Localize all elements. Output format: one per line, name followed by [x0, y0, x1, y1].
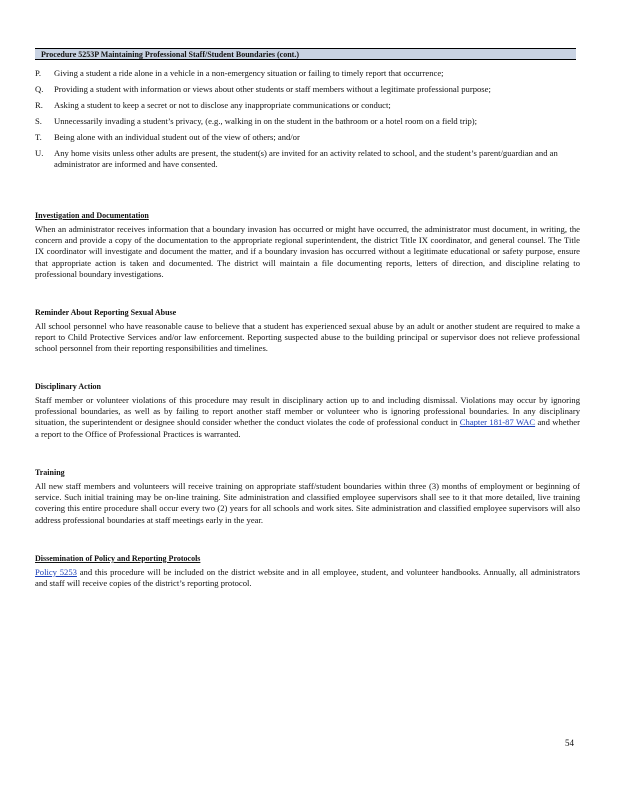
section-reminder [35, 307, 580, 355]
list-text: Unnecessarily invading a student’s privacy, (e.g., walking in on the student in the bathroom or a hotel room on a field trip); [54, 116, 478, 126]
section-heading: Training [35, 468, 65, 477]
section-text: All new staff members and volunteers will receive training on appropriate staff/student boundaries within three (3) months of employment or beginning of service. Such initial training may be on-line training. Site administration and classified employee supervisors shall see to it that more detailed, live training covering this entire procedure shall occur every two (2) years for all schools and work sites. Site administration and classified employee supervisors will also address professional boundaries at staff meetings early in the year. [35, 481, 580, 525]
procedure-header: Procedure 5253P Maintaining Professional Staff/Student Boundaries (cont.) [35, 48, 576, 60]
list-item [35, 132, 580, 143]
section-investigation [35, 210, 580, 280]
list-item [35, 84, 580, 95]
wac-chapter-link[interactable]: Chapter 181-87 WAC [459, 417, 536, 428]
section-text: When an administrator receives information that a boundary invasion has occurred or might have occurred, the administrator must document, in writing, the concern and provide a copy of the documentation to the appropriate regional superintendent, the district Title IX coordinator, and general counsel. The Title IX coordinator will investigate and document the matter, and if a boundary invasion has occurred without a legitimate educational or safety purpose, ensure that appropriate action is taken and documented. The district will maintain a file documenting reports, letters of direction, and discipline relating to professional boundary investigations. [35, 224, 580, 279]
section-text [35, 567, 580, 589]
list-text: Any home visits unless other adults are present, the student(s) are invited for an activity related to school, and the student’s parent/guardian and an administrator are informed and have consented. [54, 148, 558, 169]
list-text: Giving a student a ride alone in a vehicle in a non-emergency situation or failing to timely report that occurrence; [54, 68, 444, 78]
list-text: Being alone with an individual student out of the view of others; and/or [54, 132, 300, 142]
dissemination-text: and this procedure will be included on the district website and in all employee, student, and volunteer handbooks. Annually, all administrators and staff will receive copies of the district’s reporting protocol. [35, 567, 580, 589]
prohibited-conduct-list [35, 68, 580, 175]
section-training [35, 467, 580, 526]
section-heading: Dissemination of Policy and Reporting Protocols [35, 554, 201, 563]
policy-5253-link[interactable]: Policy 5253 [35, 567, 77, 577]
list-letter: P. [35, 68, 41, 78]
list-letter: T. [35, 132, 42, 142]
section-dissemination [35, 553, 580, 589]
list-item [35, 116, 580, 127]
section-heading: Disciplinary Action [35, 382, 102, 391]
list-letter: R. [35, 100, 43, 110]
list-letter: S. [35, 116, 42, 126]
list-item [35, 148, 580, 170]
section-heading: Reminder About Reporting Sexual Abuse [35, 308, 177, 317]
list-letter: U. [35, 148, 44, 158]
section-heading: Investigation and Documentation [35, 211, 149, 220]
section-text [35, 395, 580, 440]
list-item [35, 68, 580, 79]
disciplinary-text-before: Staff member or volunteer violations of this procedure may result in disciplinary action up to and including dismissal. Violations may occur by ignoring professional boundaries, as well as by failing to report another staff member or volunteer who is ignoring professional boundaries. In any disciplinary situation, the superintendent or designee should consider whether the conduct violates the code of professional conduct in [35, 395, 580, 428]
section-text: All school personnel who have reasonable cause to believe that a student has experienced sexual abuse by an adult or another student are required to make a report to Child Protective Services and/or law enforcement. Reporting suspected abuse to the building principal or supervisor does not relieve professional school personnel from their reporting responsibilities and timelines. [35, 321, 580, 354]
list-item [35, 100, 580, 111]
list-letter: Q. [35, 84, 44, 94]
list-text: Asking a student to keep a secret or not to disclose any inappropriate communications or conduct; [54, 100, 391, 110]
disciplinary-text-after: and whether a report to the Office of Professional Practices is warranted. [35, 417, 580, 439]
list-text: Providing a student with information or views about other students or staff members without a legitimate professional purpose; [54, 84, 491, 94]
page-number: 54 [565, 738, 574, 748]
section-disciplinary [35, 381, 580, 440]
